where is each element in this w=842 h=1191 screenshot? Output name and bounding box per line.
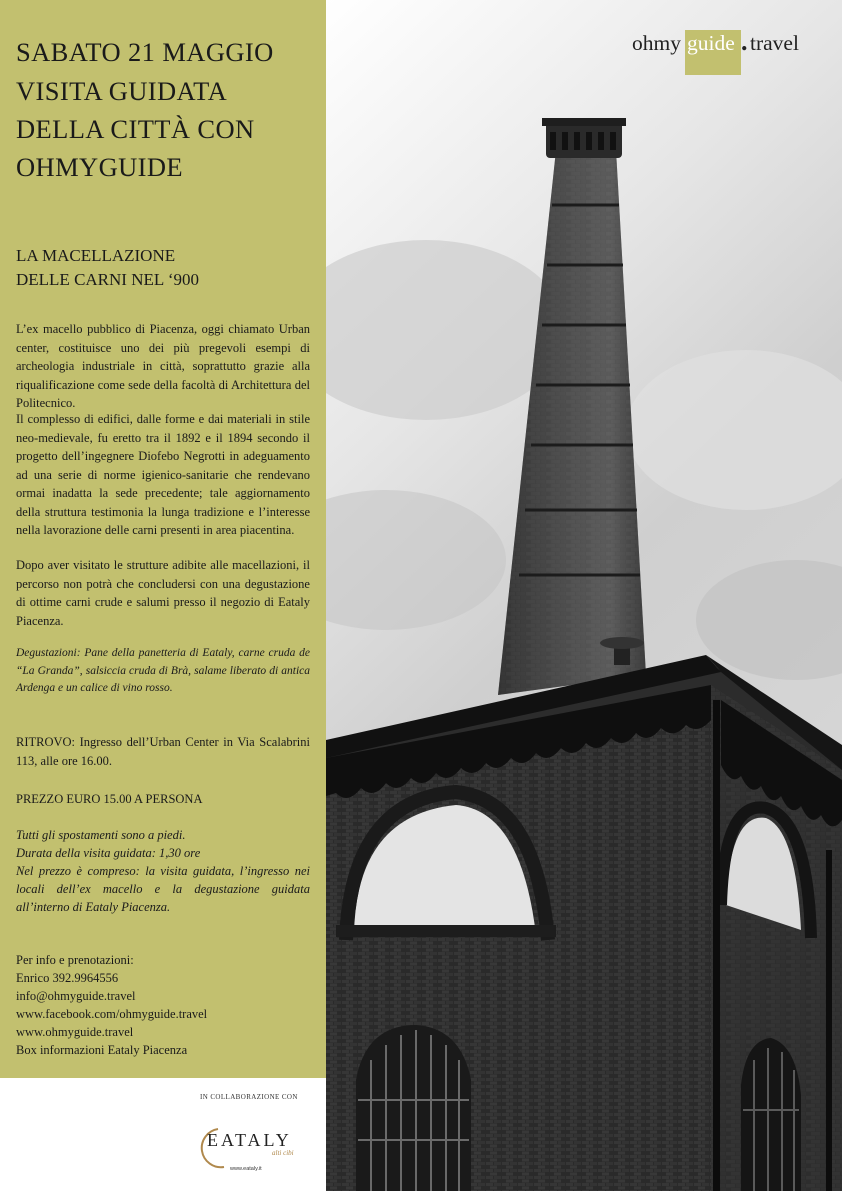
- headline-line-2: VISITA GUIDATA: [16, 76, 228, 106]
- headline-line-3: DELLA CITTÀ CON: [16, 114, 255, 144]
- body-paragraph-3: Dopo aver visitato le strutture adibite alle macellazioni, il percorso non potrà che concludersi con una degustazione di ottime carni crude e salumi presso il negozio di Eataly Piacenza.: [16, 558, 310, 628]
- note-included: Nel prezzo è compreso: la visita guidata, l’ingresso nei locali dell’ex macello e la degustazione guidata all’interno di Eataly Piacenza.: [16, 864, 310, 914]
- eataly-logo: [200, 1123, 320, 1173]
- logo-dot: .: [741, 27, 748, 56]
- subtitle-line-2: DELLE CARNI NEL ‘900: [16, 270, 200, 289]
- logo-part-guide: guide: [685, 30, 741, 75]
- left-panel: [0, 0, 326, 1078]
- subtitle-line-1: LA MACELLAZIONE: [16, 246, 176, 265]
- tasting-text: Degustazioni: Pane della panetteria di Eataly, carne cruda de “La Granda”, salsiccia cruda di Brà, salame liberato di antica Ardenga e un calice di vino rosso.: [16, 647, 310, 694]
- collaboration-label: IN COLLABORAZIONE CON: [200, 1093, 298, 1101]
- meeting-point: RITROVO: Ingresso dell’Urban Center in Via Scalabrini 113, alle ore 16.00.: [16, 735, 310, 768]
- contact-facebook[interactable]: www.facebook.com/ohmyguide.travel: [16, 1007, 208, 1021]
- logo-part-ohmy: ohmy: [632, 31, 681, 55]
- contact-website[interactable]: www.ohmyguide.travel: [16, 1025, 134, 1039]
- logo-part-travel: travel: [750, 31, 799, 55]
- contact-box: Box informazioni Eataly Piacenza: [16, 1043, 188, 1057]
- eataly-brand: EATALY: [207, 1130, 292, 1150]
- headline-line-4: OHMYGUIDE: [16, 152, 183, 182]
- note-on-foot: Tutti gli spostamenti sono a piedi.: [16, 828, 186, 842]
- eataly-url: www.eataly.it: [230, 1166, 262, 1172]
- contact-phone: Enrico 392.9964556: [16, 971, 119, 985]
- lower-window-2: [741, 1038, 801, 1191]
- contact-email[interactable]: info@ohmyguide.travel: [16, 989, 136, 1003]
- body-paragraph-1: L’ex macello pubblico di Piacenza, oggi chiamato Urban center, costituisce uno dei più pregevoli esempi di archeologia industriale in città, soprattutto grazie alla riqualificazione come sede della facoltà di Architettura del Politecnico.: [16, 322, 310, 410]
- note-duration: Durata della visita guidata: 1,30 ore: [16, 846, 201, 860]
- price: PREZZO EURO 15.00 A PERSONA: [16, 792, 203, 806]
- chimney-photo: [326, 0, 842, 1191]
- ohmyguide-logo[interactable]: [632, 27, 802, 75]
- eataly-tagline: alti cibi: [272, 1149, 294, 1157]
- lower-window-1: [356, 1025, 471, 1191]
- contacts-heading: Per info e prenotazioni:: [16, 953, 134, 967]
- headline-line-1: SABATO 21 MAGGIO: [16, 37, 274, 67]
- body-paragraph-2: Il complesso di edifici, dalle forme e dai materiali in stile neo-medievale, fu eretto tra il 1892 e il 1894 secondo il progetto dell’ingegnere Diofebo Negrotti in adeguamento ad una serie di norme igienico-sanitarie che rendevano ormai inadatta la sede precedente; tale aggiornamento della struttura testimonia la lunga tradizione e l’interesse nella lavorazione delle carni presenti in area piacentina.: [16, 412, 310, 537]
